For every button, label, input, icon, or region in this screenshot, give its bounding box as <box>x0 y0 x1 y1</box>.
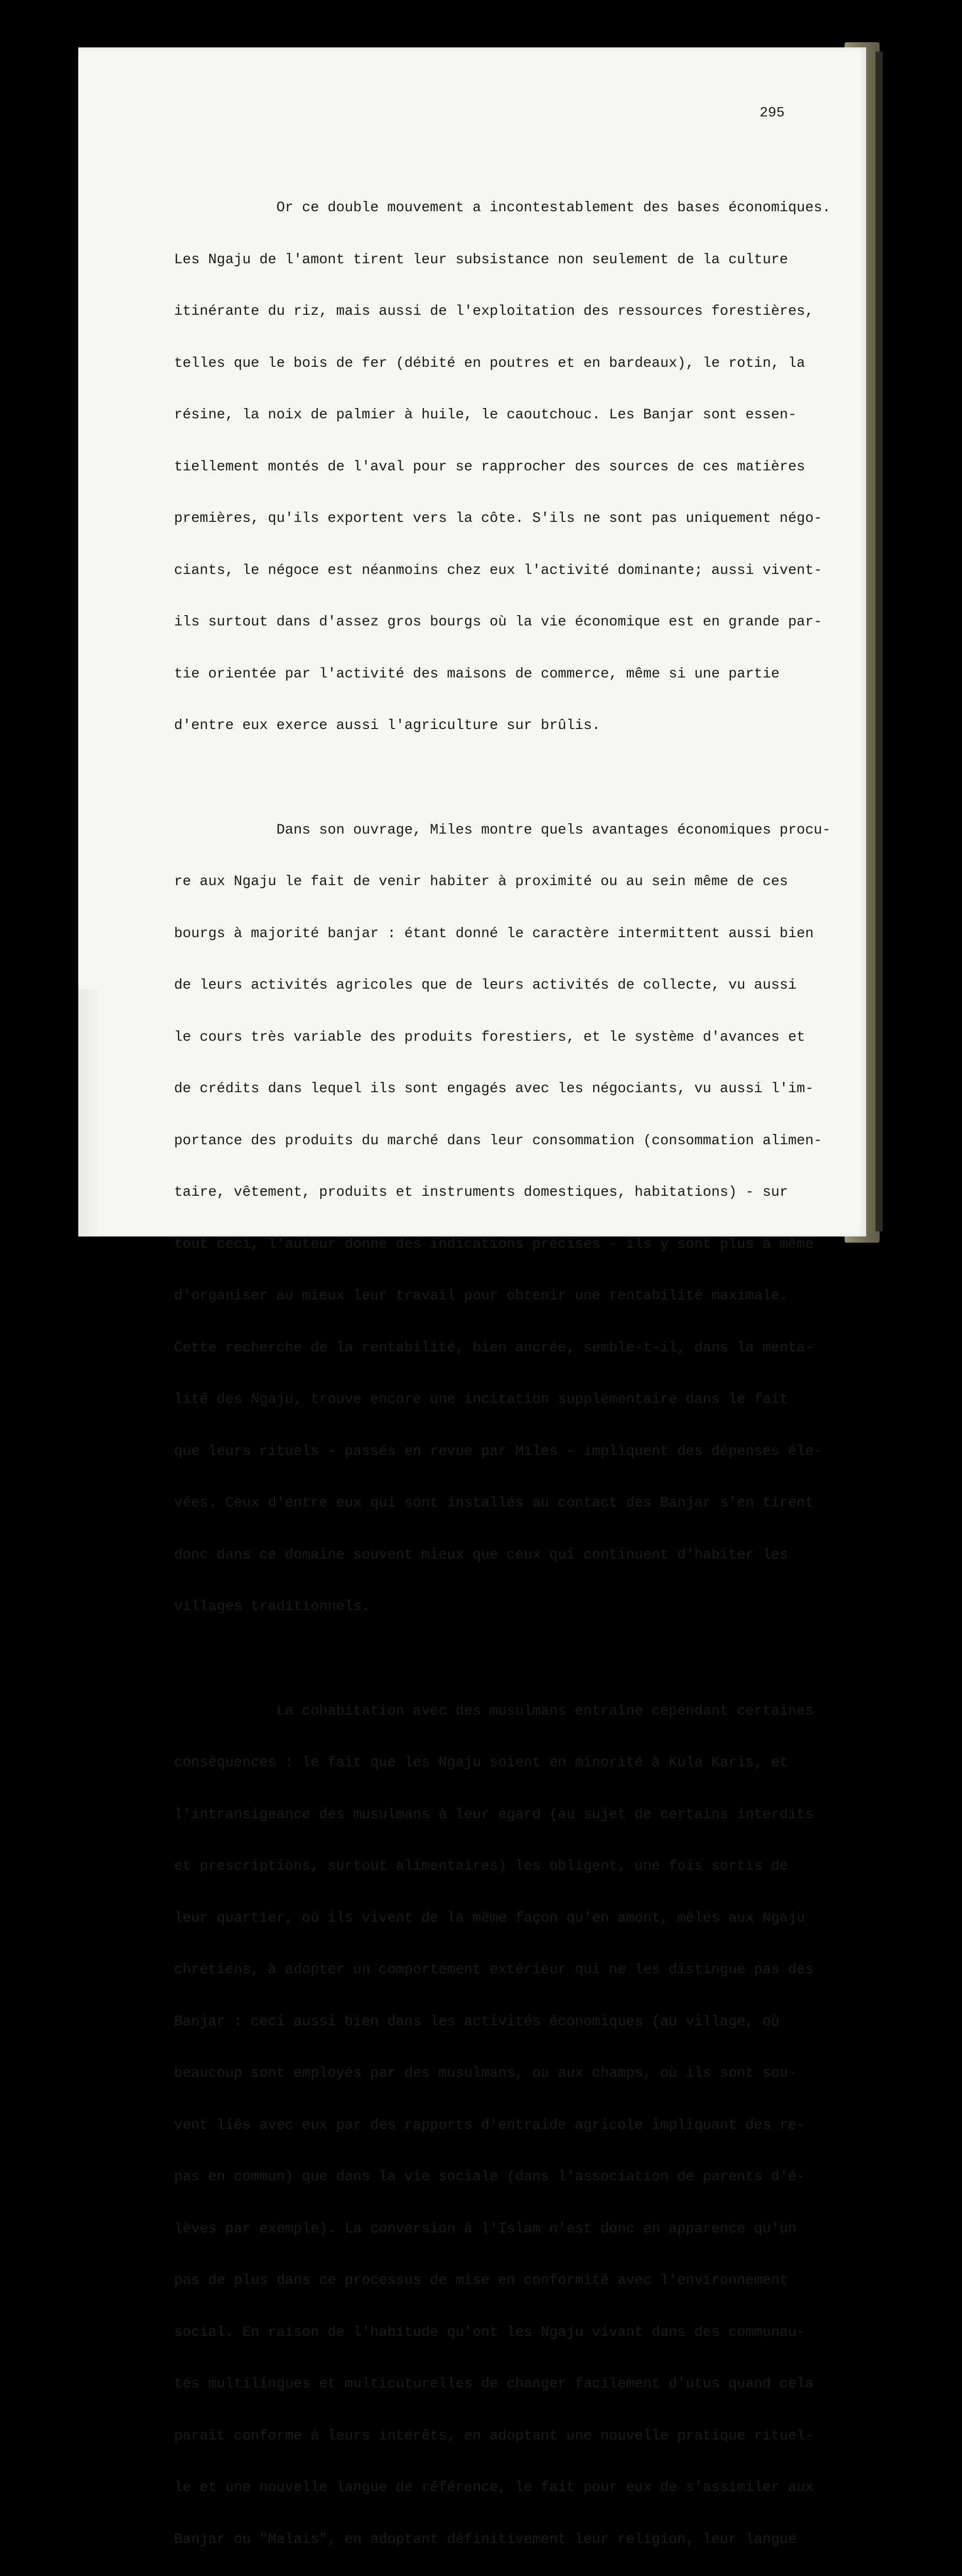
text-line: tout ceci, l'auteur donne des indications précises - ils y sont plus à même <box>174 1236 826 1253</box>
text-line: lité des Ngaju, trouve encore une incitation supplémentaire dans le fait <box>174 1391 826 1409</box>
text-line: Banjar ou "Malais", en adoptant définitivement leur religion, leur langue <box>174 2531 826 2549</box>
body-text <box>174 165 826 2576</box>
text-line: de crédits dans lequel ils sont engagés avec les négociants, vu aussi l'im- <box>174 1080 826 1098</box>
text-line: que leurs rituels - passés en revue par Miles - impliquent des dépenses éle- <box>174 1443 826 1461</box>
paragraph-3 <box>174 1668 826 2576</box>
text-line: Dans son ouvrage, Miles montre quels avantages économiques procu- <box>174 822 826 839</box>
text-line: pas en commun) que dans la vie sociale (dans l'association de parents d'é- <box>174 2168 826 2186</box>
text-line: La cohabitation avec des musulmans entraîne cependant certaines <box>174 1703 826 1720</box>
text-line: paraît conforme à leurs intérêts, en adoptant une nouvelle pratique rituel- <box>174 2428 826 2445</box>
text-line: d'organiser au mieux leur travail pour obtenir une rentabilité maximale. <box>174 1287 826 1305</box>
text-line: lèves par exemple). La conversion à l'Islam n'est donc en apparence qu'un <box>174 2221 826 2238</box>
text-line: le et une nouvelle langue de référence, le fait pour eux de s'assimiler aux <box>174 2479 826 2497</box>
text-line: re aux Ngaju le fait de venir habiter à proximité ou au sein même de ces <box>174 873 826 891</box>
text-line: de leurs activités agricoles que de leurs activités de collecte, vu aussi <box>174 977 826 994</box>
text-line: taire, vêtement, produits et instruments domestiques, habitations) - sur <box>174 1184 826 1201</box>
text-line: Cette recherche de la rentabilité, bien ancrée, semble-t-il, dans la menta- <box>174 1340 826 1357</box>
text-line: telles que le bois de fer (débité en poutres et en bardeaux), le rotin, la <box>174 355 826 372</box>
paragraph-2 <box>174 787 826 1650</box>
text-line: beaucoup sont employés par des musulmans, ou aux champs, où ils sont sou- <box>174 2065 826 2082</box>
text-line: Banjar : ceci aussi bien dans les activités économiques (au village, où <box>174 2013 826 2031</box>
text-line: d'entre eux exerce aussi l'agriculture sur brûlis. <box>174 717 826 735</box>
text-line: pas de plus dans ce processus de mise en conformité avec l'environnement <box>174 2272 826 2290</box>
text-line: donc dans ce domaine souvent mieux que ceux qui continuent d'habiter les <box>174 1547 826 1564</box>
text-line: Or ce double mouvement a incontestablement des bases économiques. <box>174 199 826 217</box>
text-line: leur quartier, où ils vivent de la même façon qu'en amont, mêlés aux Ngaju <box>174 1910 826 1927</box>
text-line: vées. Ceux d'entre eux qui sont installés au contact des Banjar s'en tirent <box>174 1495 826 1512</box>
text-line: conséquences : le fait que les Ngaju soient en minorité à Kula Karis, et <box>174 1754 826 1772</box>
text-line: ciants, le négoce est néanmoins chez eux l'activité dominante; aussi vivent- <box>174 562 826 580</box>
binding-shadow <box>875 52 883 1231</box>
text-line: bourgs à majorité banjar : étant donné le caractère intermittent aussi bien <box>174 925 826 943</box>
page-number: 295 <box>760 106 785 121</box>
text-line: social. En raison de l'habitude qu'ont les Ngaju vivant dans des communau- <box>174 2324 826 2342</box>
text-line: portance des produits du marché dans leur consommation (consommation alimen- <box>174 1132 826 1150</box>
text-line: chrétiens, à adopter un comportement extérieur qui ne les distingue pas des <box>174 1961 826 1979</box>
text-line: itinérante du riz, mais aussi de l'exploitation des ressources forestières, <box>174 303 826 320</box>
text-line: tie orientée par l'activité des maisons de commerce, même si une partie <box>174 666 826 683</box>
text-line: premières, qu'ils exportent vers la côte. S'ils ne sont pas uniquement négo- <box>174 510 826 528</box>
text-line: et prescriptions, surtout alimentaires) les obligent, une fois sortis de <box>174 1858 826 1875</box>
text-line: tiellement montés de l'aval pour se rapprocher des sources de ces matières <box>174 459 826 476</box>
text-line: l'intransigeance des musulmans à leur égard (au sujet de certains interdits <box>174 1806 826 1824</box>
text-line: ils surtout dans d'assez gros bourgs où la vie économique est en grande par- <box>174 614 826 631</box>
text-line: résine, la noix de palmier à huile, le caoutchouc. Les Banjar sont essen- <box>174 406 826 424</box>
text-line: le cours très variable des produits forestiers, et le système d'avances et <box>174 1029 826 1046</box>
text-line: tés multilingues et multicuturelles de changer facilement d'utus quand cela <box>174 2376 826 2393</box>
paragraph-1 <box>174 165 826 769</box>
text-line: Les Ngaju de l'amont tirent leur subsistance non seulement de la culture <box>174 251 826 269</box>
text-line: villages traditionnels. <box>174 1598 826 1616</box>
text-line: vent liés avec eux par des rapports d'entraide agricole impliquant des re- <box>174 2117 826 2134</box>
page-worn-edge <box>78 989 99 1236</box>
